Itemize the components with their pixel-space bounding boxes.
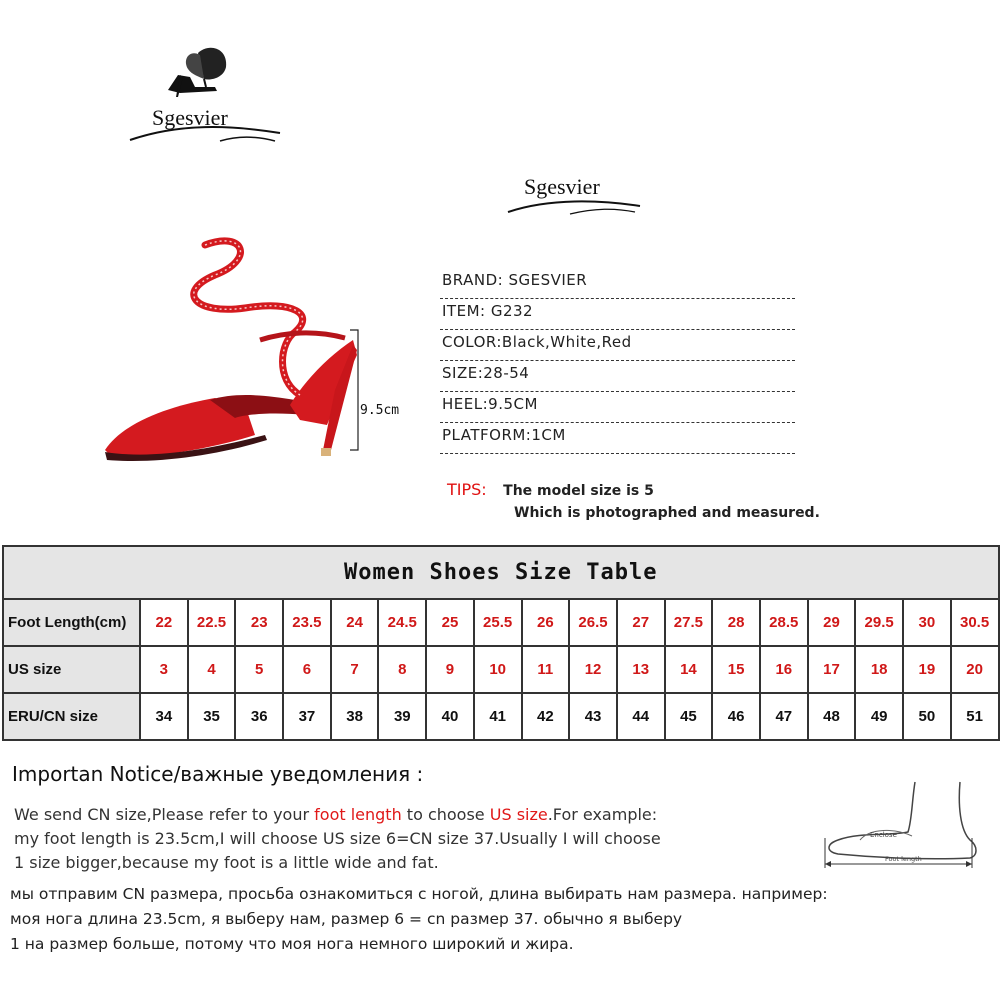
size-table-cell: 29 — [808, 599, 856, 646]
size-table-cell: 7 — [331, 646, 379, 693]
notice-ru-line-1: мы отправим CN размера, просьба ознакомиться с ногой, длина выбирать нам размера. например: — [10, 885, 828, 903]
notice-en-line-2: my foot length is 23.5cm,I will choose US size 6=CN size 37.Usually I will choose — [14, 829, 661, 848]
brand-logo — [120, 45, 290, 155]
size-table-cell: 16 — [760, 646, 808, 693]
notice-en-line-1: We send CN size,Please refer to your foot length to choose US size.For example: — [14, 805, 658, 824]
tips-label: TIPS: — [447, 480, 487, 499]
size-table-cell: 24 — [331, 599, 379, 646]
size-table-cell: 26.5 — [569, 599, 617, 646]
size-table-cell: 28 — [712, 599, 760, 646]
size-table-row — [3, 646, 999, 693]
size-table-cell: 4 — [188, 646, 236, 693]
size-table-cell: 10 — [474, 646, 522, 693]
size-table-cell: 19 — [903, 646, 951, 693]
size-table-cell: 45 — [665, 693, 713, 740]
size-table-cell: 25.5 — [474, 599, 522, 646]
size-table-cell: 36 — [235, 693, 283, 740]
size-table-row-label: Foot Length(cm) — [3, 599, 140, 646]
size-table-cell: 11 — [522, 646, 570, 693]
spec-item: ITEM: G232 — [440, 299, 795, 330]
brand-logo-text: Sgesvier — [152, 105, 228, 130]
size-table-cell: 27.5 — [665, 599, 713, 646]
size-table-cell: 6 — [283, 646, 331, 693]
highlight-foot-length: foot length — [314, 805, 402, 824]
size-table-cell: 48 — [808, 693, 856, 740]
size-table-cell: 25 — [426, 599, 474, 646]
size-table — [2, 545, 1000, 741]
notice-russian — [10, 882, 828, 957]
size-table-cell: 44 — [617, 693, 665, 740]
size-table-cell: 8 — [378, 646, 426, 693]
butterfly-heel-icon — [120, 45, 290, 155]
size-table-cell: 26 — [522, 599, 570, 646]
size-table-cell: 46 — [712, 693, 760, 740]
size-table-row-label: US size — [3, 646, 140, 693]
spec-heel: HEEL:9.5CM — [440, 392, 795, 423]
size-table-cell: 12 — [569, 646, 617, 693]
size-table-cell: 9 — [426, 646, 474, 693]
size-table-cell: 27 — [617, 599, 665, 646]
size-table-cell: 38 — [331, 693, 379, 740]
size-table-cell: 22.5 — [188, 599, 236, 646]
size-table-row — [3, 693, 999, 740]
tips-line-1: The model size is 5 — [503, 483, 654, 499]
brand-logo-small-text: Sgesvier — [524, 174, 600, 199]
product-specs — [440, 268, 795, 454]
size-table-cell: 22 — [140, 599, 188, 646]
size-table-cell: 17 — [808, 646, 856, 693]
size-table-cell: 34 — [140, 693, 188, 740]
size-table-cell: 50 — [903, 693, 951, 740]
notice-english — [14, 803, 661, 875]
size-table-cell: 14 — [665, 646, 713, 693]
notice-en-line-3: 1 size bigger,because my foot is a little wide and fat. — [14, 853, 439, 872]
heel-height-label: 9.5cm — [360, 403, 400, 418]
size-table-cell: 39 — [378, 693, 426, 740]
spec-size: SIZE:28-54 — [440, 361, 795, 392]
size-table-cell: 30 — [903, 599, 951, 646]
highlight-us-size: US size — [489, 805, 548, 824]
size-table-cell: 13 — [617, 646, 665, 693]
size-table-cell: 42 — [522, 693, 570, 740]
foot-measure-diagram — [820, 780, 985, 875]
foot-outline-icon — [820, 780, 985, 875]
size-table-cell: 40 — [426, 693, 474, 740]
size-table-cell: 24.5 — [378, 599, 426, 646]
size-table-cell: 51 — [951, 693, 999, 740]
spec-platform: PLATFORM:1CM — [440, 423, 795, 454]
tips-line-2: Which is photographed and measured. — [514, 505, 820, 521]
size-table-title: Women Shoes Size Table — [3, 546, 999, 599]
size-table-cell: 37 — [283, 693, 331, 740]
foot-length-label: Foot length — [885, 855, 922, 863]
size-table-row-label: ERU/CN size — [3, 693, 140, 740]
spec-color: COLOR:Black,White,Red — [440, 330, 795, 361]
size-table-cell: 23.5 — [283, 599, 331, 646]
notice-ru-line-2: моя нога длина 23.5cm, я выберу нам, размер 6 = cn размер 37. обычно я выберу — [10, 910, 683, 928]
spec-brand: BRAND: SGESVIER — [440, 268, 795, 299]
size-table-cell: 41 — [474, 693, 522, 740]
size-table-cell: 15 — [712, 646, 760, 693]
notice-title: Importan Notice/важные уведомления : — [12, 762, 424, 786]
size-table-cell: 3 — [140, 646, 188, 693]
size-table-cell: 28.5 — [760, 599, 808, 646]
size-table-cell: 29.5 — [855, 599, 903, 646]
size-table-cell: 30.5 — [951, 599, 999, 646]
product-shoe-image — [95, 220, 370, 465]
size-table-cell: 20 — [951, 646, 999, 693]
size-table-cell: 18 — [855, 646, 903, 693]
size-table-cell: 49 — [855, 693, 903, 740]
size-table-cell: 23 — [235, 599, 283, 646]
size-table-cell: 47 — [760, 693, 808, 740]
size-table-cell: 5 — [235, 646, 283, 693]
heel-height-bracket — [348, 328, 362, 453]
size-table-cell: 35 — [188, 693, 236, 740]
size-table-cell: 43 — [569, 693, 617, 740]
size-table-row — [3, 599, 999, 646]
foot-enclose-label: Enclose — [870, 831, 897, 839]
brand-logo-small — [500, 168, 650, 223]
notice-ru-line-3: 1 на размер больше, потому что моя нога немного широкий и жира. — [10, 935, 574, 953]
tips-note — [447, 480, 820, 521]
